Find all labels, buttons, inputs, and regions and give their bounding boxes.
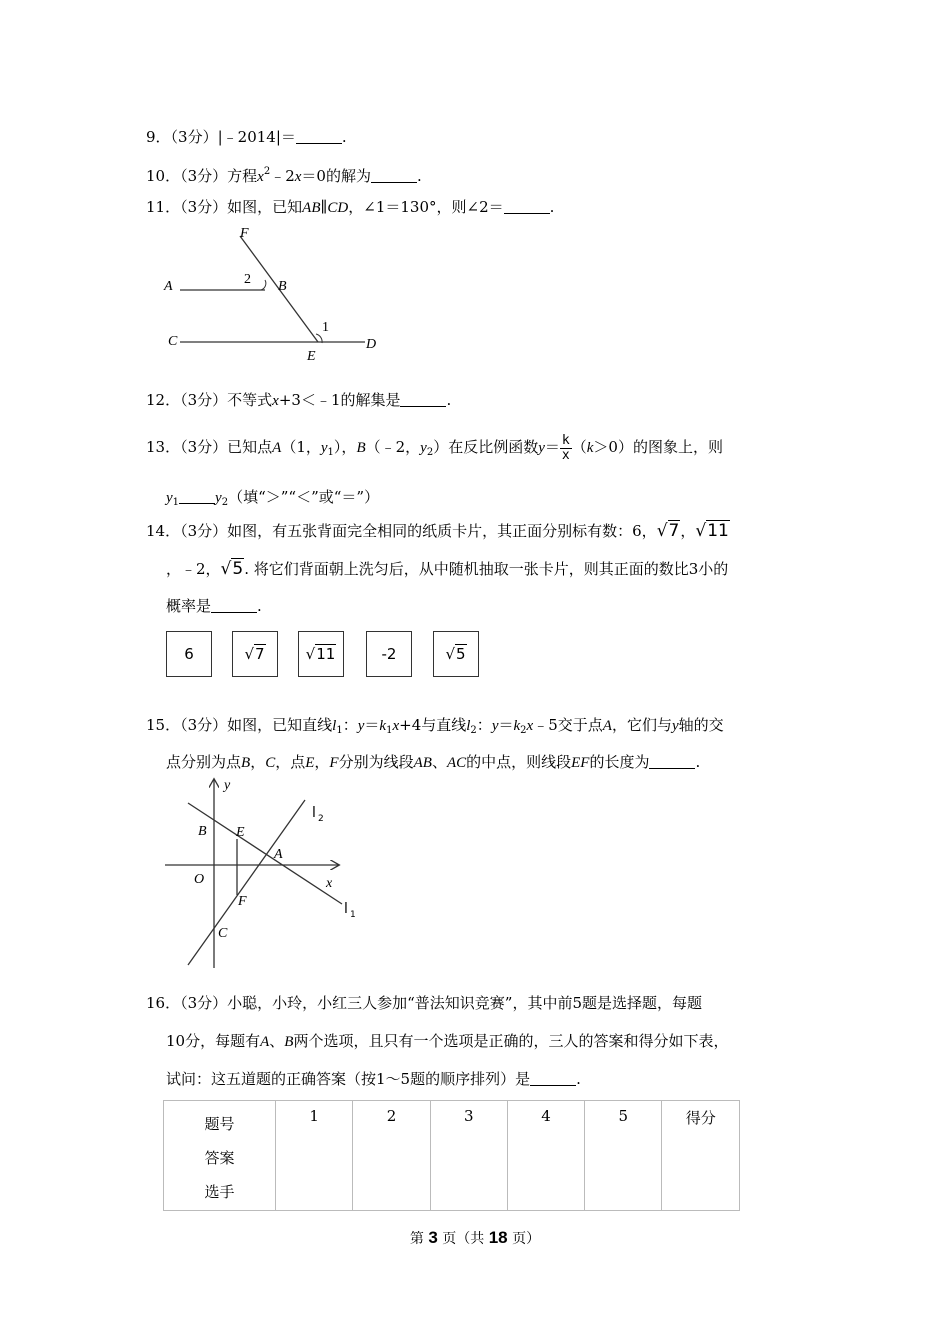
var-y: y (166, 490, 173, 506)
q-text: ， (250, 753, 266, 771)
q-score: （3分） (180, 716, 228, 734)
label-c: C (218, 926, 228, 941)
q-text: 、 (431, 753, 447, 771)
segment-ef: EF (571, 755, 590, 771)
q-text: （填“＞”“＜”或“＝”） (228, 488, 380, 506)
point-f: F (329, 755, 339, 771)
question-13-line2 (166, 487, 379, 513)
subscript: 1 (172, 497, 180, 508)
q-score: （3分） (180, 198, 228, 216)
q-text: ： (342, 716, 358, 734)
var-x: x (272, 393, 279, 409)
var-k: k (586, 440, 594, 456)
q-end: . (446, 391, 452, 409)
q-text: 两个选项，且只有一个选项是正确的，三人的答案和得分如下表， (293, 1032, 729, 1050)
label-e: E (307, 349, 316, 364)
answer-blank (530, 1071, 576, 1086)
q-score: （3分） (180, 438, 228, 456)
q-text: 概率是 (166, 597, 212, 615)
q-text: 试问：这五道题的正确答案（按1～5题的顺序排列）是 (166, 1070, 531, 1088)
label-x: x (326, 876, 333, 891)
q-text: . 将它们背面朝上洗匀后，从中随机抽取一张卡片，则其正面的数比3小的 (244, 560, 729, 578)
subscript: 1 (336, 725, 343, 736)
q-text: 轴的交 (678, 716, 724, 734)
question-13 (146, 432, 723, 468)
q-text: ，点 (275, 753, 306, 771)
var-x: x (526, 718, 534, 734)
q-text: ）， (333, 438, 357, 456)
point-a: A (602, 718, 612, 734)
var-y: y (671, 718, 679, 734)
label-2: 2 (244, 272, 251, 287)
q-text: 的中点，则线段 (466, 753, 572, 771)
question-14-line2 (166, 559, 728, 579)
sqrt-7: √7 (656, 521, 680, 541)
q-score: （3分） (170, 128, 218, 146)
q-text: ＞0）的图象上，则 (593, 438, 723, 456)
q-score: （3分） (180, 522, 228, 540)
col-5: 5 (585, 1101, 662, 1211)
q-score: （3分） (180, 167, 228, 185)
answer-blank (400, 392, 446, 407)
q-text: ＝ (544, 438, 560, 456)
q-text: ＝0的解为 (301, 167, 371, 185)
q-text: ， (680, 522, 696, 540)
q-text: ＝ (364, 716, 380, 734)
total-pages: 18 (488, 1228, 508, 1247)
q-number: 10． (146, 167, 181, 185)
q-text: ， (314, 753, 330, 771)
segment-cd: CD (327, 200, 349, 216)
card-5: √5 (433, 631, 479, 677)
question-16-line3 (166, 1069, 581, 1089)
subscript: 2 (426, 447, 434, 458)
q-text: 分别为线段 (338, 753, 414, 771)
label-f: F (240, 226, 249, 241)
answer-blank (649, 754, 695, 769)
question-16-line2 (166, 1031, 728, 1052)
q-text: +4与直线 (399, 716, 467, 734)
question-16 (146, 993, 702, 1013)
q-text: 小聪，小玲，小红三人参加“普法知识竞赛”，其中前5题是选择题，每题 (227, 994, 703, 1012)
segment-ac: AC (446, 755, 467, 771)
col-1: 1 (276, 1101, 353, 1211)
parallel-symbol: ∥ (320, 198, 328, 216)
q-text: 如图，已知 (227, 198, 303, 216)
subscript: 2 (520, 725, 527, 736)
angle-2-arc (261, 280, 266, 290)
q-text: 10分，每题有 (166, 1032, 261, 1050)
var-x: x (392, 718, 400, 734)
point-b: B (241, 755, 251, 771)
q-text: ，∠1＝130°，则∠2＝ (348, 198, 504, 216)
q15-figure (160, 775, 370, 975)
label-l2-sub: 2 (318, 814, 324, 824)
col-score: 得分 (662, 1101, 740, 1211)
answer-blank (371, 168, 417, 183)
q-end: . (341, 128, 347, 146)
sqrt-5: √5 (220, 559, 244, 579)
question-14 (146, 521, 730, 541)
label-b: B (198, 824, 207, 839)
question-10 (146, 162, 422, 187)
option-a: A (260, 1034, 270, 1050)
q-number: 9． (146, 128, 171, 146)
option-b: B (284, 1034, 294, 1050)
subscript: 2 (221, 497, 229, 508)
answer-blank (296, 129, 342, 144)
q-text: ，它们与 (611, 716, 672, 734)
q-text: |﹣2014|＝ (217, 128, 296, 146)
q-number: 14． (146, 522, 181, 540)
point-b: B (356, 440, 366, 456)
question-15 (146, 715, 724, 741)
card-3: √11 (298, 631, 344, 677)
var-k: k (379, 718, 387, 734)
var-y: y (420, 440, 427, 456)
answer-blank (211, 598, 257, 613)
label-o: O (194, 872, 205, 887)
question-15-line2 (166, 752, 700, 773)
header-cell: 题号 答案 选手 (164, 1101, 276, 1211)
q-text: ﹣2 (270, 167, 295, 185)
q-number: 11． (146, 198, 181, 216)
card-2: √7 (232, 631, 278, 677)
q-text: 不等式 (227, 391, 273, 409)
answer-blank (179, 489, 215, 504)
label-a: A (164, 279, 173, 294)
point-c: C (265, 755, 276, 771)
q-score: （3分） (180, 391, 228, 409)
q-text: 已知点 (227, 438, 273, 456)
q-text: （ (571, 438, 587, 456)
q-text: （1， (281, 438, 321, 456)
var-y: y (215, 490, 222, 506)
card-1: 6 (166, 631, 212, 677)
q-text: ： (476, 716, 492, 734)
var-y: y (491, 718, 499, 734)
answer-blank (504, 199, 550, 214)
answers-table (163, 1100, 740, 1211)
page-footer: 第 3 页（共 18 页） (409, 1228, 541, 1247)
page-number: 3 (428, 1228, 438, 1247)
segment-ab: AB (302, 200, 321, 216)
subscript: 2 (470, 725, 477, 736)
card-4: -2 (366, 631, 412, 677)
label-l1: l (344, 901, 348, 917)
q-text: ，﹣2， (166, 560, 221, 578)
label-y: y (224, 778, 231, 793)
q-text: 点分别为点 (166, 753, 242, 771)
q-end: . (257, 597, 262, 615)
q-end: . (549, 198, 555, 216)
q-end: . (576, 1070, 581, 1088)
label-e: E (236, 825, 245, 840)
line-l: l (332, 718, 337, 734)
label-c: C (168, 334, 178, 349)
var-x: x (294, 169, 302, 185)
q-end: . (695, 753, 701, 771)
subscript: 1 (327, 447, 334, 458)
line-l: l (466, 718, 471, 734)
q-number: 16． (146, 994, 181, 1012)
label-b: B (278, 279, 287, 294)
question-14-line3 (166, 596, 262, 616)
exponent: 2 (263, 166, 271, 177)
sqrt-11: √11 (695, 521, 729, 541)
q-score: （3分） (180, 994, 228, 1012)
q-number: 12． (146, 391, 181, 409)
q-text: ）在反比例函数 (433, 438, 539, 456)
var-k: k (513, 718, 521, 734)
label-f: F (238, 894, 247, 909)
label-d: D (366, 337, 377, 352)
var-x: x (257, 169, 264, 185)
label-1: 1 (322, 320, 329, 335)
q-text: 方程 (227, 167, 258, 185)
col-4: 4 (507, 1101, 584, 1211)
q-text: +3＜﹣1的解集是 (278, 391, 401, 409)
label-a: A (274, 847, 283, 862)
segment-ab: AB (413, 755, 432, 771)
var-y: y (357, 718, 365, 734)
q-end: . (416, 167, 422, 185)
q-text: 、 (269, 1032, 285, 1050)
col-2: 2 (353, 1101, 430, 1211)
var-y: y (320, 440, 328, 456)
question-12 (146, 390, 451, 411)
q-text: 如图，已知直线 (227, 716, 333, 734)
question-11 (146, 197, 554, 218)
q-number: 15． (146, 716, 181, 734)
question-9 (146, 127, 347, 147)
point-a: A (272, 440, 282, 456)
label-l2: l (312, 805, 316, 821)
q-text: （﹣2， (365, 438, 421, 456)
q-text: 的长度为 (589, 753, 650, 771)
q11-figure (160, 222, 390, 367)
subscript: 1 (386, 725, 393, 736)
point-e: E (305, 755, 315, 771)
q-text: ＝ (498, 716, 514, 734)
label-l1-sub: 1 (350, 910, 356, 920)
var-y: y (538, 440, 545, 456)
q-text: 如图，有五张背面完全相同的纸质卡片，其正面分别标有数：6， (227, 522, 657, 540)
q-text: ﹣5交于点 (533, 716, 603, 734)
q-number: 13． (146, 438, 181, 456)
col-3: 3 (430, 1101, 507, 1211)
fraction-k-over-x: $\frac{k}{x}$ (561, 432, 570, 463)
